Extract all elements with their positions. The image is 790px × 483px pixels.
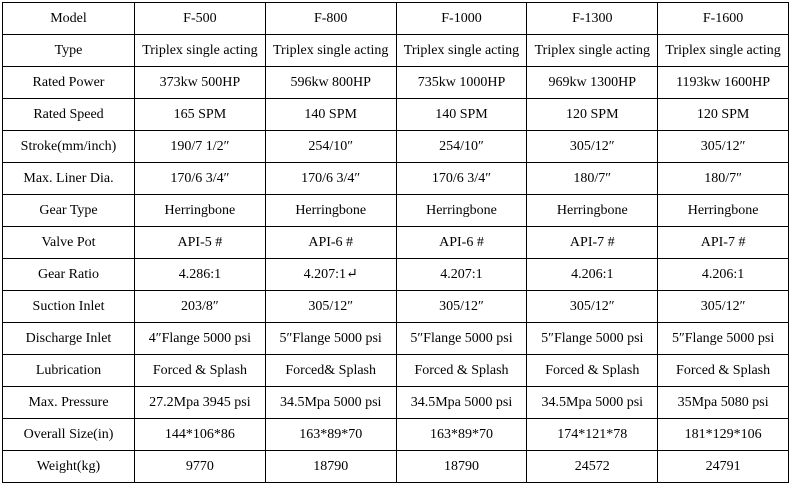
value-cell: 735kw 1000HP bbox=[396, 67, 527, 99]
value-cell: 305/12″ bbox=[527, 131, 658, 163]
value-cell: 144*106*86 bbox=[135, 419, 266, 451]
value-cell: 170/6 3/4″ bbox=[396, 163, 527, 195]
model-header-cell: F-800 bbox=[265, 3, 396, 35]
value-cell: 180/7″ bbox=[658, 163, 789, 195]
value-cell: 4.207:1 bbox=[396, 259, 527, 291]
value-cell: 163*89*70 bbox=[265, 419, 396, 451]
value-cell: API-7 # bbox=[527, 227, 658, 259]
row-label-cell: Valve Pot bbox=[3, 227, 135, 259]
value-cell: 18790 bbox=[265, 451, 396, 483]
table-row bbox=[3, 67, 789, 99]
table-row bbox=[3, 35, 789, 67]
value-cell: 5″Flange 5000 psi bbox=[396, 323, 527, 355]
value-cell: Triplex single acting bbox=[135, 35, 266, 67]
value-cell: 170/6 3/4″ bbox=[265, 163, 396, 195]
table-row bbox=[3, 291, 789, 323]
value-cell: 203/8″ bbox=[135, 291, 266, 323]
table-row bbox=[3, 227, 789, 259]
value-cell: 163*89*70 bbox=[396, 419, 527, 451]
value-cell: 140 SPM bbox=[265, 99, 396, 131]
value-cell: Forced& Splash bbox=[265, 355, 396, 387]
model-header-cell: F-1300 bbox=[527, 3, 658, 35]
table-row bbox=[3, 323, 789, 355]
value-cell: 120 SPM bbox=[527, 99, 658, 131]
spec-table-body bbox=[3, 3, 789, 483]
row-label-cell: Lubrication bbox=[3, 355, 135, 387]
value-cell: 4.206:1 bbox=[658, 259, 789, 291]
table-row bbox=[3, 259, 789, 291]
value-cell: 24791 bbox=[658, 451, 789, 483]
row-label-cell: Max. Liner Dia. bbox=[3, 163, 135, 195]
table-row bbox=[3, 195, 789, 227]
table-row bbox=[3, 99, 789, 131]
value-cell: Herringbone bbox=[135, 195, 266, 227]
value-cell: API-7 # bbox=[658, 227, 789, 259]
value-cell: 34.5Mpa 5000 psi bbox=[527, 387, 658, 419]
table-row bbox=[3, 131, 789, 163]
row-label-cell: Overall Size(in) bbox=[3, 419, 135, 451]
header-row bbox=[3, 3, 789, 35]
model-header-cell: F-500 bbox=[135, 3, 266, 35]
value-cell: 170/6 3/4″ bbox=[135, 163, 266, 195]
value-cell: Forced & Splash bbox=[396, 355, 527, 387]
row-label-cell: Stroke(mm/inch) bbox=[3, 131, 135, 163]
value-cell: 4″Flange 5000 psi bbox=[135, 323, 266, 355]
value-cell: 373kw 500HP bbox=[135, 67, 266, 99]
value-cell: Herringbone bbox=[658, 195, 789, 227]
row-label-cell: Suction Inlet bbox=[3, 291, 135, 323]
value-cell: 190/7 1/2″ bbox=[135, 131, 266, 163]
value-cell: 305/12″ bbox=[658, 131, 789, 163]
pump-spec-table bbox=[2, 2, 789, 483]
value-cell: 254/10″ bbox=[265, 131, 396, 163]
header-label-cell: Model bbox=[3, 3, 135, 35]
value-cell: 5″Flange 5000 psi bbox=[265, 323, 396, 355]
value-cell: 180/7″ bbox=[527, 163, 658, 195]
value-cell: 969kw 1300HP bbox=[527, 67, 658, 99]
value-cell: Herringbone bbox=[265, 195, 396, 227]
row-label-cell: Type bbox=[3, 35, 135, 67]
table-row bbox=[3, 355, 789, 387]
value-cell: 165 SPM bbox=[135, 99, 266, 131]
value-cell: Forced & Splash bbox=[527, 355, 658, 387]
value-cell: 24572 bbox=[527, 451, 658, 483]
row-label-cell: Gear Type bbox=[3, 195, 135, 227]
value-cell: API-5 # bbox=[135, 227, 266, 259]
value-cell: Triplex single acting bbox=[527, 35, 658, 67]
value-cell: Herringbone bbox=[527, 195, 658, 227]
value-cell: 596kw 800HP bbox=[265, 67, 396, 99]
value-cell: 27.2Mpa 3945 psi bbox=[135, 387, 266, 419]
value-cell: 1193kw 1600HP bbox=[658, 67, 789, 99]
value-cell: Triplex single acting bbox=[396, 35, 527, 67]
value-cell: Herringbone bbox=[396, 195, 527, 227]
value-cell: 120 SPM bbox=[658, 99, 789, 131]
value-cell: 305/12″ bbox=[396, 291, 527, 323]
row-label-cell: Weight(kg) bbox=[3, 451, 135, 483]
value-cell: 4.206:1 bbox=[527, 259, 658, 291]
model-header-cell: F-1600 bbox=[658, 3, 789, 35]
value-cell: 34.5Mpa 5000 psi bbox=[265, 387, 396, 419]
value-cell: Forced & Splash bbox=[658, 355, 789, 387]
value-cell: API-6 # bbox=[265, 227, 396, 259]
value-cell: 34.5Mpa 5000 psi bbox=[396, 387, 527, 419]
table-row bbox=[3, 387, 789, 419]
table-row bbox=[3, 419, 789, 451]
row-label-cell: Gear Ratio bbox=[3, 259, 135, 291]
value-cell: 35Mpa 5080 psi bbox=[658, 387, 789, 419]
value-cell: Triplex single acting bbox=[265, 35, 396, 67]
value-cell: 5″Flange 5000 psi bbox=[658, 323, 789, 355]
value-cell: 5″Flange 5000 psi bbox=[527, 323, 658, 355]
value-cell: 9770 bbox=[135, 451, 266, 483]
model-header-cell: F-1000 bbox=[396, 3, 527, 35]
value-cell: 4.286:1 bbox=[135, 259, 266, 291]
value-cell: 140 SPM bbox=[396, 99, 527, 131]
value-cell: 305/12″ bbox=[265, 291, 396, 323]
row-label-cell: Rated Power bbox=[3, 67, 135, 99]
row-label-cell: Rated Speed bbox=[3, 99, 135, 131]
table-row bbox=[3, 163, 789, 195]
value-cell: 174*121*78 bbox=[527, 419, 658, 451]
row-label-cell: Max. Pressure bbox=[3, 387, 135, 419]
value-cell: 18790 bbox=[396, 451, 527, 483]
value-cell: 4.207:1↵ bbox=[265, 259, 396, 291]
value-cell: 305/12″ bbox=[527, 291, 658, 323]
value-cell: 181*129*106 bbox=[658, 419, 789, 451]
value-cell: API-6 # bbox=[396, 227, 527, 259]
value-cell: Forced & Splash bbox=[135, 355, 266, 387]
value-cell: 254/10″ bbox=[396, 131, 527, 163]
row-label-cell: Discharge Inlet bbox=[3, 323, 135, 355]
value-cell: Triplex single acting bbox=[658, 35, 789, 67]
table-row bbox=[3, 451, 789, 483]
value-cell: 305/12″ bbox=[658, 291, 789, 323]
